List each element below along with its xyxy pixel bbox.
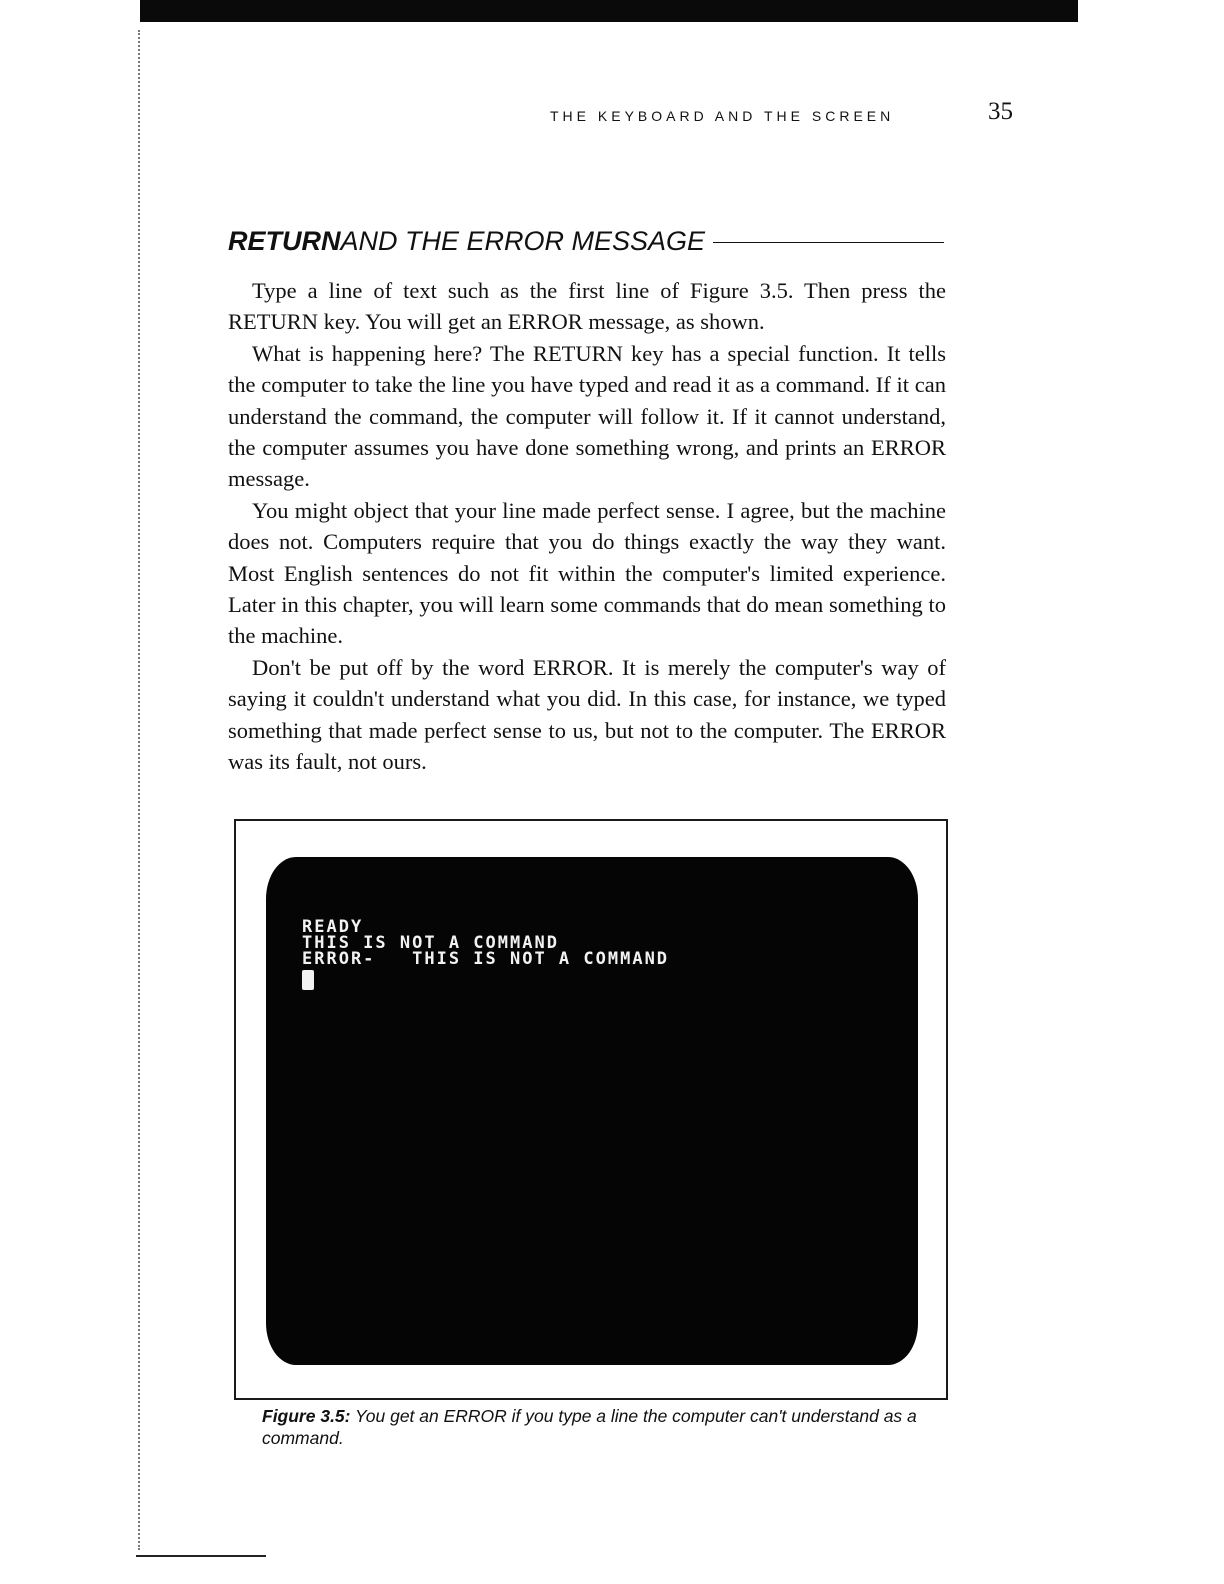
body-text <box>228 275 946 778</box>
section-heading-rule <box>713 242 944 243</box>
paragraph: What is happening here? The RETURN key has a special function. It tells the computer to take the line you have typed and read it as a command. If it can understand the command, the computer will follow it. If it cannot understand, the computer assumes you have done something wrong, and prints an ERROR message. <box>228 340 946 492</box>
section-heading-keyword: RETURN <box>228 225 341 256</box>
paragraph: You might object that your line made perfect sense. I agree, but the machine does not. Computers require that you do things exactly the way they want. Most English sentences do not fit within the computer's limited experience. Later in this chapter, you will learn some commands that do mean something to the machine. <box>228 497 946 649</box>
crt-screen <box>266 857 918 1365</box>
scan-top-border <box>140 0 1078 22</box>
paragraph: Type a line of text such as the first line of Figure 3.5. Then press the RETURN key. You will get an ERROR message, as shown. <box>228 278 946 335</box>
crt-screen-text <box>302 919 669 967</box>
figure-caption <box>262 1405 952 1449</box>
scan-bottom-mark <box>136 1555 266 1557</box>
figure-caption-text: You get an ERROR if you type a line the computer can't understand as a command. <box>262 1406 917 1448</box>
running-head-title: THE KEYBOARD AND THE SCREEN <box>550 108 895 124</box>
scan-left-edge <box>138 30 140 1550</box>
paragraph: Don't be put off by the word ERROR. It is merely the computer's way of saying it couldn't understand what you did. In this case, for instance, we typed something that made perfect sense to us, but not to the computer. The ERROR was its fault, not ours. <box>228 654 946 775</box>
figure-caption-label: Figure 3.5: <box>262 1406 351 1426</box>
crt-line-command: THIS IS NOT A COMMAND <box>302 933 559 953</box>
crt-line-error: ERROR- THIS IS NOT A COMMAND <box>302 949 670 969</box>
crt-line-ready: READY <box>302 917 364 937</box>
section-heading-text: AND THE ERROR MESSAGE <box>340 225 706 256</box>
page-number: 35 <box>988 98 1013 125</box>
crt-cursor <box>302 970 314 990</box>
section-heading <box>228 223 944 259</box>
